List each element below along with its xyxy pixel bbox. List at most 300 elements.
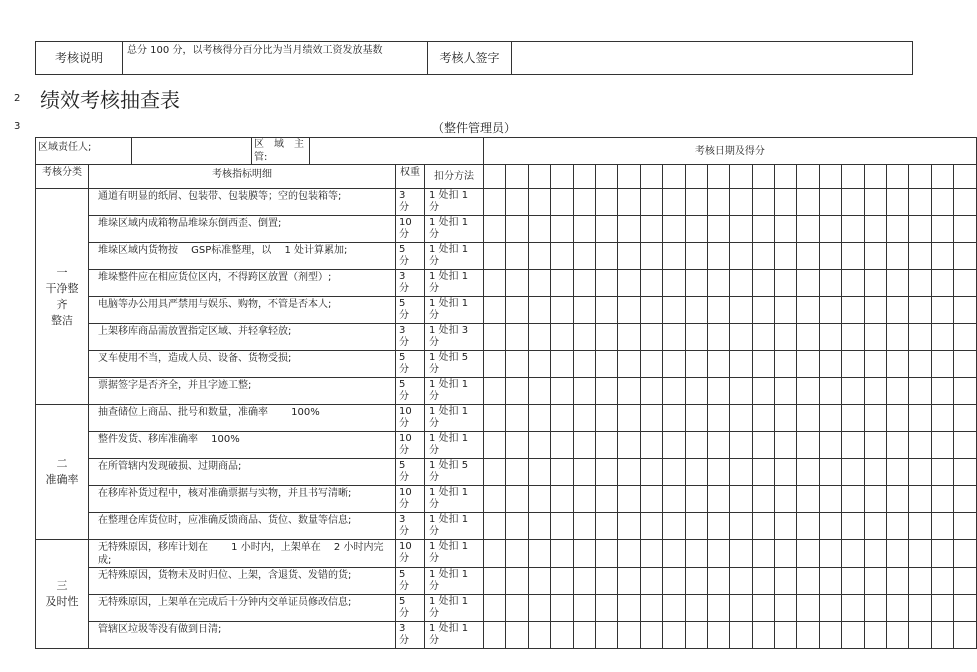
date-score-cell[interactable] (909, 459, 931, 486)
date-score-cell[interactable] (730, 243, 752, 270)
date-score-cell[interactable] (707, 432, 729, 459)
date-score-cell[interactable] (618, 378, 640, 405)
date-score-cell[interactable] (931, 540, 953, 568)
date-score-cell[interactable] (640, 513, 662, 540)
date-score-cell[interactable] (707, 351, 729, 378)
date-score-cell[interactable] (887, 270, 909, 297)
date-score-cell[interactable] (506, 595, 528, 622)
date-score-cell[interactable] (730, 513, 752, 540)
date-score-cell[interactable] (775, 432, 797, 459)
date-score-cell[interactable] (640, 595, 662, 622)
date-score-cell[interactable] (707, 486, 729, 513)
date-score-cell[interactable] (551, 568, 573, 595)
date-score-cell[interactable] (931, 568, 953, 595)
date-score-cell[interactable] (819, 378, 841, 405)
date-score-cell[interactable] (909, 595, 931, 622)
date-score-cell[interactable] (573, 216, 595, 243)
date-score-cell[interactable] (528, 405, 550, 432)
date-score-cell[interactable] (663, 622, 685, 649)
date-score-cell[interactable] (595, 486, 617, 513)
date-score-cell[interactable] (797, 378, 819, 405)
date-score-cell[interactable] (595, 568, 617, 595)
date-score-cell[interactable] (909, 216, 931, 243)
date-score-cell[interactable] (909, 622, 931, 649)
date-score-cell[interactable] (819, 324, 841, 351)
date-score-cell[interactable] (752, 405, 774, 432)
date-score-cell[interactable] (595, 189, 617, 216)
date-score-cell[interactable] (864, 432, 886, 459)
date-score-cell[interactable] (618, 243, 640, 270)
date-score-cell[interactable] (640, 459, 662, 486)
date-score-cell[interactable] (573, 459, 595, 486)
date-score-cell[interactable] (685, 297, 707, 324)
date-score-cell[interactable] (484, 351, 506, 378)
date-score-cell[interactable] (730, 432, 752, 459)
date-score-cell[interactable] (819, 432, 841, 459)
date-score-cell[interactable] (484, 513, 506, 540)
date-score-cell[interactable] (551, 486, 573, 513)
date-score-cell[interactable] (618, 351, 640, 378)
date-score-cell[interactable] (573, 513, 595, 540)
date-score-cell[interactable] (909, 513, 931, 540)
assessor-signature-field[interactable] (512, 42, 913, 75)
date-score-cell[interactable] (484, 405, 506, 432)
date-score-cell[interactable] (663, 459, 685, 486)
date-score-cell[interactable] (909, 432, 931, 459)
date-score-cell[interactable] (707, 189, 729, 216)
date-score-cell[interactable] (663, 513, 685, 540)
date-score-cell[interactable] (551, 351, 573, 378)
date-score-cell[interactable] (864, 243, 886, 270)
date-score-cell[interactable] (573, 270, 595, 297)
date-score-cell[interactable] (551, 595, 573, 622)
date-score-cell[interactable] (909, 405, 931, 432)
date-score-cell[interactable] (640, 324, 662, 351)
date-score-cell[interactable] (887, 189, 909, 216)
date-score-cell[interactable] (752, 486, 774, 513)
date-score-cell[interactable] (640, 568, 662, 595)
date-score-cell[interactable] (819, 297, 841, 324)
date-score-cell[interactable] (797, 216, 819, 243)
date-score-cell[interactable] (618, 595, 640, 622)
date-score-cell[interactable] (640, 486, 662, 513)
date-score-cell[interactable] (506, 568, 528, 595)
date-score-cell[interactable] (954, 513, 977, 540)
date-score-cell[interactable] (775, 378, 797, 405)
date-score-cell[interactable] (819, 189, 841, 216)
date-score-cell[interactable] (752, 324, 774, 351)
date-score-cell[interactable] (506, 459, 528, 486)
date-score-cell[interactable] (528, 486, 550, 513)
date-score-cell[interactable] (618, 486, 640, 513)
date-score-cell[interactable] (551, 540, 573, 568)
date-score-cell[interactable] (819, 270, 841, 297)
date-score-cell[interactable] (730, 351, 752, 378)
date-score-cell[interactable] (618, 324, 640, 351)
date-score-cell[interactable] (775, 351, 797, 378)
date-score-cell[interactable] (707, 378, 729, 405)
date-score-cell[interactable] (797, 432, 819, 459)
date-score-cell[interactable] (663, 165, 685, 189)
date-score-cell[interactable] (640, 432, 662, 459)
date-score-cell[interactable] (775, 622, 797, 649)
date-score-cell[interactable] (663, 216, 685, 243)
date-score-cell[interactable] (775, 189, 797, 216)
date-score-cell[interactable] (842, 486, 864, 513)
date-score-cell[interactable] (573, 165, 595, 189)
date-score-cell[interactable] (528, 432, 550, 459)
date-score-cell[interactable] (685, 513, 707, 540)
date-score-cell[interactable] (685, 540, 707, 568)
date-score-cell[interactable] (864, 189, 886, 216)
date-score-cell[interactable] (864, 540, 886, 568)
date-score-cell[interactable] (707, 513, 729, 540)
date-score-cell[interactable] (842, 216, 864, 243)
date-score-cell[interactable] (595, 459, 617, 486)
date-score-cell[interactable] (528, 459, 550, 486)
date-score-cell[interactable] (618, 513, 640, 540)
date-score-cell[interactable] (954, 324, 977, 351)
date-score-cell[interactable] (887, 297, 909, 324)
date-score-cell[interactable] (640, 243, 662, 270)
date-score-cell[interactable] (752, 243, 774, 270)
date-score-cell[interactable] (752, 378, 774, 405)
date-score-cell[interactable] (954, 378, 977, 405)
date-score-cell[interactable] (887, 432, 909, 459)
date-score-cell[interactable] (909, 270, 931, 297)
date-score-cell[interactable] (685, 351, 707, 378)
date-score-cell[interactable] (506, 540, 528, 568)
date-score-cell[interactable] (730, 540, 752, 568)
date-score-cell[interactable] (685, 432, 707, 459)
date-score-cell[interactable] (528, 165, 550, 189)
date-score-cell[interactable] (528, 243, 550, 270)
date-score-cell[interactable] (909, 324, 931, 351)
date-score-cell[interactable] (484, 486, 506, 513)
date-score-cell[interactable] (887, 513, 909, 540)
date-score-cell[interactable] (663, 405, 685, 432)
area-responsible-field[interactable] (132, 138, 252, 165)
date-score-cell[interactable] (819, 568, 841, 595)
date-score-cell[interactable] (640, 351, 662, 378)
date-score-cell[interactable] (730, 324, 752, 351)
date-score-cell[interactable] (797, 513, 819, 540)
date-score-cell[interactable] (528, 378, 550, 405)
date-score-cell[interactable] (640, 216, 662, 243)
date-score-cell[interactable] (663, 189, 685, 216)
date-score-cell[interactable] (663, 540, 685, 568)
date-score-cell[interactable] (573, 568, 595, 595)
date-score-cell[interactable] (618, 216, 640, 243)
date-score-cell[interactable] (551, 432, 573, 459)
date-score-cell[interactable] (685, 405, 707, 432)
date-score-cell[interactable] (730, 165, 752, 189)
date-score-cell[interactable] (685, 622, 707, 649)
date-score-cell[interactable] (909, 568, 931, 595)
area-supervisor-field[interactable] (310, 138, 484, 165)
date-score-cell[interactable] (506, 216, 528, 243)
date-score-cell[interactable] (931, 459, 953, 486)
date-score-cell[interactable] (685, 243, 707, 270)
date-score-cell[interactable] (685, 595, 707, 622)
date-score-cell[interactable] (864, 351, 886, 378)
date-score-cell[interactable] (573, 432, 595, 459)
date-score-cell[interactable] (506, 405, 528, 432)
date-score-cell[interactable] (864, 595, 886, 622)
date-score-cell[interactable] (775, 405, 797, 432)
date-score-cell[interactable] (595, 243, 617, 270)
date-score-cell[interactable] (551, 324, 573, 351)
date-score-cell[interactable] (819, 486, 841, 513)
date-score-cell[interactable] (685, 216, 707, 243)
date-score-cell[interactable] (484, 297, 506, 324)
date-score-cell[interactable] (484, 595, 506, 622)
date-score-cell[interactable] (931, 297, 953, 324)
date-score-cell[interactable] (640, 297, 662, 324)
date-score-cell[interactable] (752, 165, 774, 189)
date-score-cell[interactable] (551, 513, 573, 540)
date-score-cell[interactable] (595, 622, 617, 649)
date-score-cell[interactable] (506, 324, 528, 351)
date-score-cell[interactable] (528, 595, 550, 622)
date-score-cell[interactable] (618, 189, 640, 216)
date-score-cell[interactable] (730, 378, 752, 405)
date-score-cell[interactable] (506, 486, 528, 513)
date-score-cell[interactable] (842, 622, 864, 649)
date-score-cell[interactable] (528, 189, 550, 216)
date-score-cell[interactable] (775, 243, 797, 270)
date-score-cell[interactable] (909, 243, 931, 270)
date-score-cell[interactable] (954, 432, 977, 459)
date-score-cell[interactable] (551, 165, 573, 189)
date-score-cell[interactable] (887, 378, 909, 405)
date-score-cell[interactable] (707, 216, 729, 243)
date-score-cell[interactable] (573, 378, 595, 405)
date-score-cell[interactable] (551, 297, 573, 324)
date-score-cell[interactable] (685, 165, 707, 189)
date-score-cell[interactable] (887, 243, 909, 270)
date-score-cell[interactable] (506, 270, 528, 297)
date-score-cell[interactable] (528, 216, 550, 243)
date-score-cell[interactable] (484, 216, 506, 243)
date-score-cell[interactable] (551, 216, 573, 243)
date-score-cell[interactable] (573, 486, 595, 513)
date-score-cell[interactable] (954, 405, 977, 432)
date-score-cell[interactable] (707, 297, 729, 324)
date-score-cell[interactable] (595, 540, 617, 568)
date-score-cell[interactable] (887, 595, 909, 622)
date-score-cell[interactable] (551, 405, 573, 432)
date-score-cell[interactable] (707, 165, 729, 189)
date-score-cell[interactable] (909, 378, 931, 405)
date-score-cell[interactable] (573, 324, 595, 351)
date-score-cell[interactable] (819, 216, 841, 243)
date-score-cell[interactable] (909, 351, 931, 378)
date-score-cell[interactable] (707, 459, 729, 486)
date-score-cell[interactable] (685, 270, 707, 297)
date-score-cell[interactable] (887, 351, 909, 378)
date-score-cell[interactable] (931, 351, 953, 378)
date-score-cell[interactable] (842, 189, 864, 216)
date-score-cell[interactable] (887, 216, 909, 243)
date-score-cell[interactable] (819, 595, 841, 622)
date-score-cell[interactable] (752, 513, 774, 540)
date-score-cell[interactable] (707, 568, 729, 595)
date-score-cell[interactable] (775, 486, 797, 513)
date-score-cell[interactable] (528, 297, 550, 324)
date-score-cell[interactable] (909, 486, 931, 513)
date-score-cell[interactable] (931, 270, 953, 297)
date-score-cell[interactable] (954, 270, 977, 297)
date-score-cell[interactable] (864, 459, 886, 486)
date-score-cell[interactable] (819, 622, 841, 649)
date-score-cell[interactable] (797, 405, 819, 432)
date-score-cell[interactable] (685, 486, 707, 513)
date-score-cell[interactable] (775, 595, 797, 622)
date-score-cell[interactable] (887, 459, 909, 486)
date-score-cell[interactable] (528, 622, 550, 649)
date-score-cell[interactable] (842, 513, 864, 540)
date-score-cell[interactable] (730, 595, 752, 622)
date-score-cell[interactable] (775, 297, 797, 324)
date-score-cell[interactable] (954, 568, 977, 595)
date-score-cell[interactable] (954, 486, 977, 513)
date-score-cell[interactable] (640, 165, 662, 189)
date-score-cell[interactable] (484, 568, 506, 595)
date-score-cell[interactable] (954, 622, 977, 649)
date-score-cell[interactable] (752, 540, 774, 568)
date-score-cell[interactable] (842, 595, 864, 622)
date-score-cell[interactable] (640, 378, 662, 405)
date-score-cell[interactable] (506, 378, 528, 405)
date-score-cell[interactable] (797, 486, 819, 513)
date-score-cell[interactable] (484, 378, 506, 405)
date-score-cell[interactable] (707, 622, 729, 649)
date-score-cell[interactable] (663, 568, 685, 595)
date-score-cell[interactable] (663, 432, 685, 459)
date-score-cell[interactable] (954, 459, 977, 486)
date-score-cell[interactable] (797, 568, 819, 595)
date-score-cell[interactable] (909, 165, 931, 189)
date-score-cell[interactable] (887, 568, 909, 595)
date-score-cell[interactable] (819, 165, 841, 189)
date-score-cell[interactable] (730, 568, 752, 595)
date-score-cell[interactable] (618, 568, 640, 595)
date-score-cell[interactable] (506, 297, 528, 324)
date-score-cell[interactable] (819, 513, 841, 540)
date-score-cell[interactable] (730, 405, 752, 432)
date-score-cell[interactable] (864, 513, 886, 540)
date-score-cell[interactable] (931, 165, 953, 189)
date-score-cell[interactable] (595, 378, 617, 405)
date-score-cell[interactable] (618, 459, 640, 486)
date-score-cell[interactable] (752, 432, 774, 459)
date-score-cell[interactable] (528, 351, 550, 378)
date-score-cell[interactable] (775, 324, 797, 351)
date-score-cell[interactable] (931, 216, 953, 243)
date-score-cell[interactable] (931, 513, 953, 540)
date-score-cell[interactable] (752, 216, 774, 243)
date-score-cell[interactable] (506, 351, 528, 378)
date-score-cell[interactable] (797, 622, 819, 649)
date-score-cell[interactable] (954, 297, 977, 324)
date-score-cell[interactable] (887, 165, 909, 189)
date-score-cell[interactable] (909, 189, 931, 216)
date-score-cell[interactable] (528, 270, 550, 297)
date-score-cell[interactable] (931, 622, 953, 649)
date-score-cell[interactable] (954, 540, 977, 568)
date-score-cell[interactable] (573, 405, 595, 432)
date-score-cell[interactable] (797, 459, 819, 486)
date-score-cell[interactable] (685, 568, 707, 595)
date-score-cell[interactable] (931, 432, 953, 459)
date-score-cell[interactable] (842, 540, 864, 568)
date-score-cell[interactable] (707, 405, 729, 432)
date-score-cell[interactable] (640, 405, 662, 432)
date-score-cell[interactable] (819, 243, 841, 270)
date-score-cell[interactable] (842, 165, 864, 189)
date-score-cell[interactable] (573, 622, 595, 649)
date-score-cell[interactable] (819, 540, 841, 568)
date-score-cell[interactable] (640, 270, 662, 297)
date-score-cell[interactable] (595, 165, 617, 189)
date-score-cell[interactable] (618, 270, 640, 297)
date-score-cell[interactable] (595, 351, 617, 378)
date-score-cell[interactable] (864, 297, 886, 324)
date-score-cell[interactable] (618, 297, 640, 324)
date-score-cell[interactable] (752, 568, 774, 595)
date-score-cell[interactable] (842, 568, 864, 595)
date-score-cell[interactable] (797, 324, 819, 351)
date-score-cell[interactable] (707, 595, 729, 622)
date-score-cell[interactable] (775, 568, 797, 595)
date-score-cell[interactable] (864, 486, 886, 513)
date-score-cell[interactable] (595, 216, 617, 243)
date-score-cell[interactable] (954, 595, 977, 622)
date-score-cell[interactable] (528, 540, 550, 568)
date-score-cell[interactable] (819, 351, 841, 378)
date-score-cell[interactable] (551, 622, 573, 649)
date-score-cell[interactable] (931, 405, 953, 432)
date-score-cell[interactable] (551, 270, 573, 297)
date-score-cell[interactable] (484, 540, 506, 568)
date-score-cell[interactable] (573, 595, 595, 622)
date-score-cell[interactable] (484, 189, 506, 216)
date-score-cell[interactable] (484, 622, 506, 649)
date-score-cell[interactable] (595, 270, 617, 297)
date-score-cell[interactable] (707, 540, 729, 568)
date-score-cell[interactable] (707, 270, 729, 297)
date-score-cell[interactable] (931, 486, 953, 513)
date-score-cell[interactable] (595, 405, 617, 432)
date-score-cell[interactable] (775, 459, 797, 486)
date-score-cell[interactable] (730, 459, 752, 486)
date-score-cell[interactable] (864, 622, 886, 649)
date-score-cell[interactable] (887, 540, 909, 568)
date-score-cell[interactable] (730, 486, 752, 513)
date-score-cell[interactable] (775, 165, 797, 189)
date-score-cell[interactable] (752, 270, 774, 297)
date-score-cell[interactable] (931, 378, 953, 405)
date-score-cell[interactable] (730, 297, 752, 324)
date-score-cell[interactable] (528, 568, 550, 595)
date-score-cell[interactable] (685, 324, 707, 351)
date-score-cell[interactable] (663, 324, 685, 351)
date-score-cell[interactable] (775, 270, 797, 297)
date-score-cell[interactable] (797, 165, 819, 189)
date-score-cell[interactable] (528, 324, 550, 351)
date-score-cell[interactable] (573, 189, 595, 216)
